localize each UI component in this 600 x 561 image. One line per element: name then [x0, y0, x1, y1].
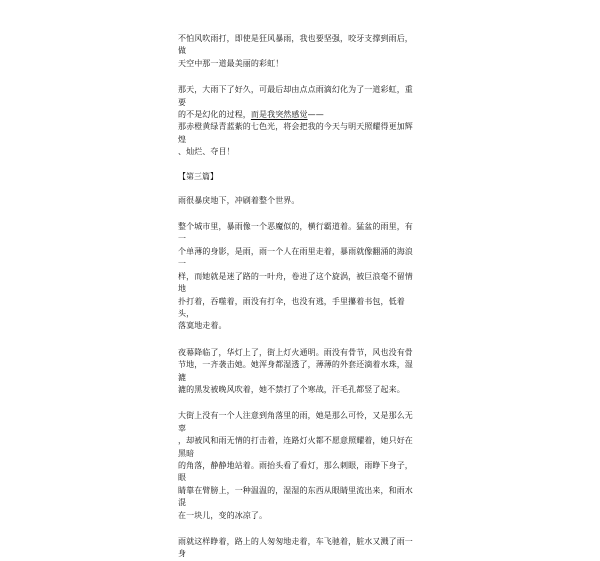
spacer — [178, 333, 418, 347]
text-column — [178, 33, 418, 561]
spacer — [178, 207, 418, 221]
paragraph-2: 那天，大雨下了好久，可最后却由点点雨滴幻化为了一道彩虹，重要 的不是幻化的过程，而是我突然感觉—— 那赤橙黄绿青蓝紫的七色光，将会把我的今天与明天照耀得更加辉煌 、灿烂、夺目！ — [178, 85, 413, 157]
spacer — [178, 522, 418, 536]
paragraph-7: 雨就这样睁着，路上的人匆匆地走着，车飞驰着，脏水又溅了雨一身 — [178, 537, 413, 559]
spacer — [178, 70, 418, 84]
spacer — [178, 396, 418, 410]
paragraph-3: 雨很暴戾地下，冲刷着整个世界。 — [178, 195, 300, 205]
underlined-phrase: 而是我突然感觉 — [250, 110, 308, 120]
paragraph-6: 大街上没有一个人注意到角落里的雨，她是那么可怜，又是那么无辜 ，却被风和雨无情的打击着，连路灯火都不愿意照耀着，她只好在黑暗 的角落，静静地站着。雨抬头看了看灯，那么刺眼，雨睁下身子，眼 睛靠在臂膀上，一种温温的，湿湿的东西从眼睛里流出来，和雨水混 在一块儿，变的冰凉了。 — [178, 411, 413, 520]
paragraph-1: 不怕风吹雨打，即使是狂风暴雨，我也要坚强，咬牙支撑到雨后，做 天空中那一道最美丽的彩虹！ — [178, 34, 413, 68]
spacer — [178, 183, 418, 195]
paragraph-5: 夜幕降临了，华灯上了，街上灯火通明。雨没有骨节，风也没有骨 节地，一齐袭击她。她浑身都湿透了，薄薄的外套还滴着水珠，湿漉 漉的黑发被晚风吹着，她不禁打了个寒战，汗毛孔都竖了起来。 — [178, 347, 413, 394]
section-heading: 【第三篇】 — [178, 171, 218, 181]
spacer — [178, 159, 418, 171]
paragraph-4: 整个城市里，暴雨像一个恶魔似的，横行霸道着。猛盆的雨里，有一 个单薄的身影，是雨，雨一个人在雨里走着，暴雨就像翻涌的海浪一 样，而她就是迷了路的一叶舟，卷进了这个旋涡，被巨浪毫不留情地 扑打着，吞噬着，雨没有打伞，也没有逃，手里攥着书包，低着头， 落寞地走着。 — [178, 222, 413, 331]
